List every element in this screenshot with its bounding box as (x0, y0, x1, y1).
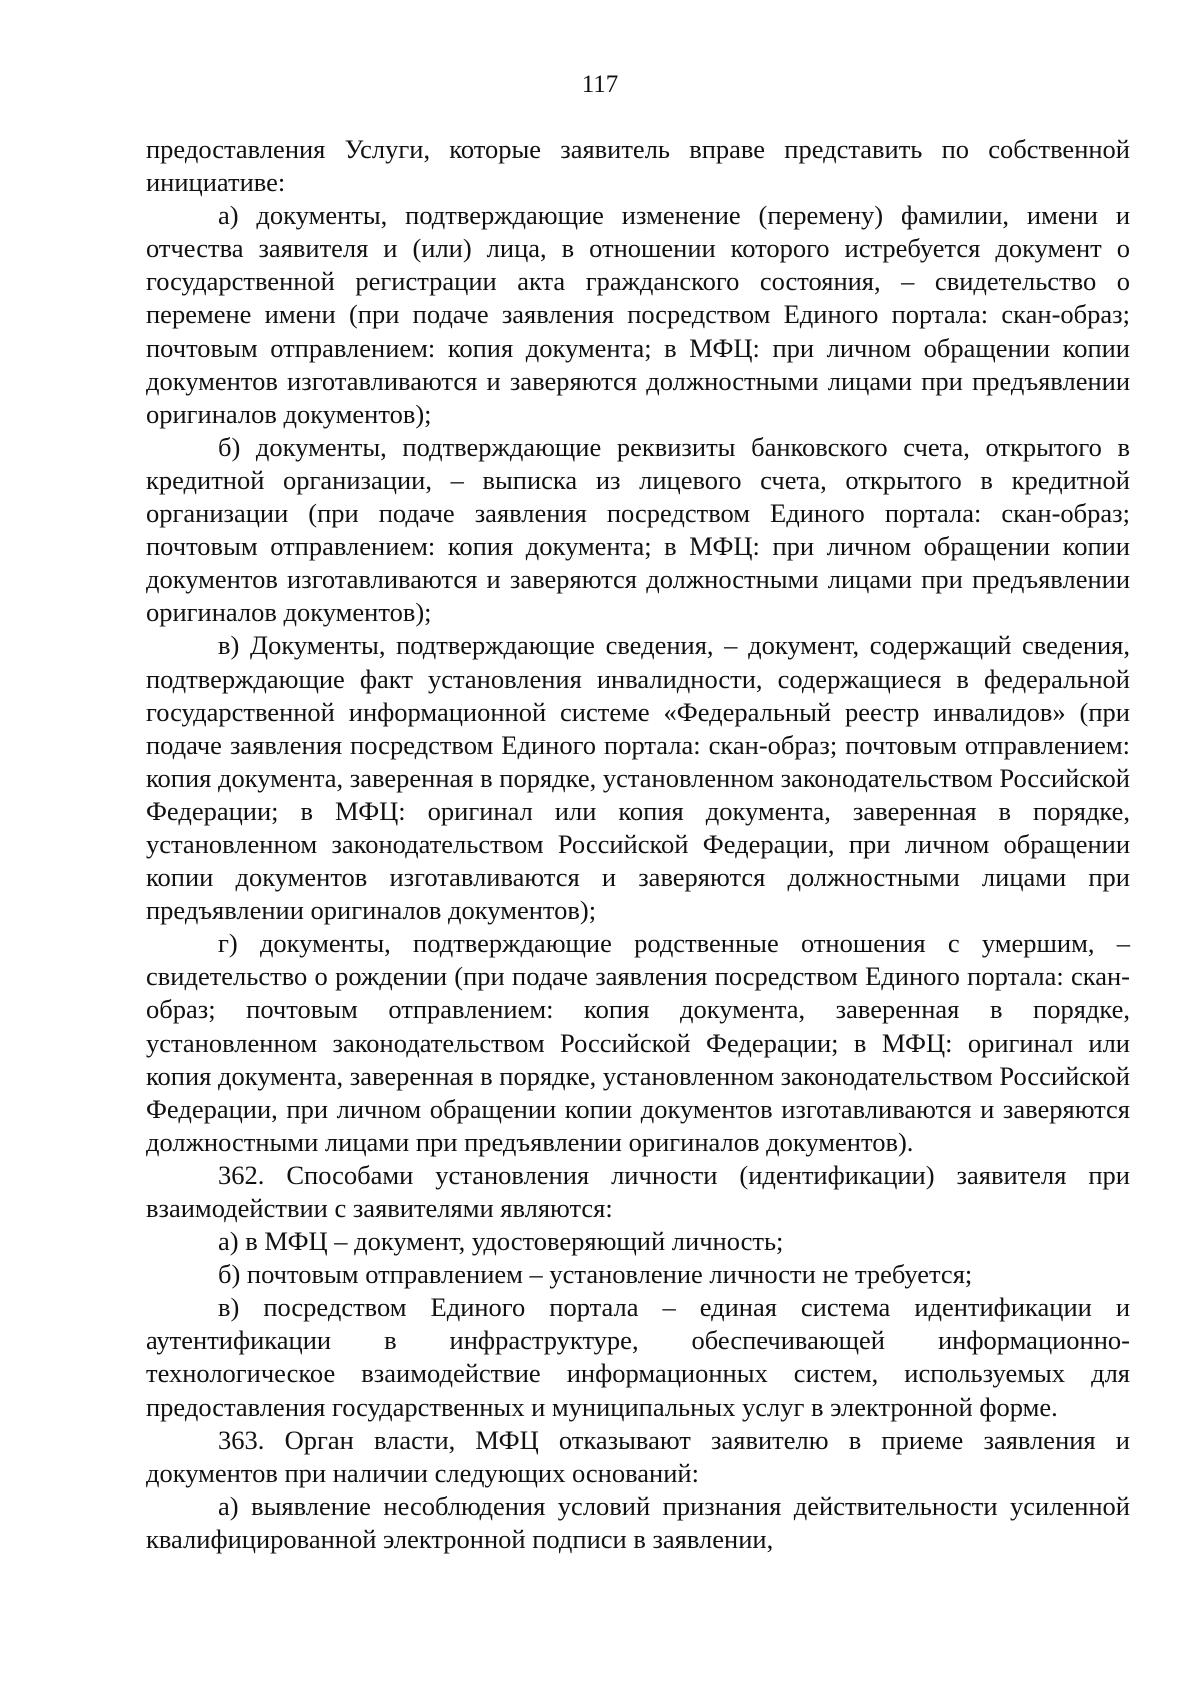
paragraph-item-b-bank-account: б) документы, подтверждающие реквизиты банковского счета, открытого в кредитной организации, – выписка из лицевого счета, открытого в кредитной организации (при подаче заявления посредством Единого портала: скан-образ; почтовым отправлением: копия документа; в МФЦ: при личном обращении копии документов изготавливаются и заверяются должностными лицами при предъявлении оригиналов документов); (146, 431, 1130, 628)
paragraph-362-a: а) в МФЦ – документ, удостоверяющий личность; (218, 1226, 784, 1257)
paragraph-item-a-name-change: а) документы, подтверждающие изменение (перемену) фамилии, имени и отчества заявителя и (или) лица, в отношении которого истребуется документ о государственной регистрации акта гражданского состояния, – свидетельство о перемене имени (при подаче заявления посредством Единого портала: скан-образ; почтовым отправлением: копия документа; в МФЦ: при личном обращении копии документов изготавливаются и заверяются должностными лицами при предъявлении оригиналов документов); (146, 200, 1130, 429)
paragraph-item-g-kinship: г) документы, подтверждающие родственные отношения с умершим, – свидетельство о рождении (при подаче заявления посредством Единого портала: скан-образ; почтовым отправлением: копия документа, заверенная в порядке, установленном законодательством Российской Федерации; в МФЦ: оригинал или копия документа, заверенная в порядке, установленном законодательством Российской Федерации, при личном обращении копии документов изготавливаются и заверяются должностными лицами при предъявлении оригиналов документов). (146, 928, 1130, 1157)
paragraph-section-362: 362. Способами установления личности (идентификации) заявителя при взаимодействии с заявителями являются: (146, 1159, 1130, 1223)
page-number: 117 (581, 71, 619, 98)
paragraph-item-v-disability: в) Документы, подтверждающие сведения, – документ, содержащий сведения, подтверждающие факт установления инвалидности, содержащиеся в федеральной государственной информационной системе «Федеральный реестр инвалидов» (при подаче заявления посредством Единого портала: скан-образ; почтовым отправлением: копия документа, заверенная в порядке, установленном законодательством Российской Федерации; в МФЦ: оригинал или копия документа, заверенная в порядке, установленном законодательством Российской Федерации, при личном обращении копии документов изготавливаются и заверяются должностными лицами при предъявлении оригиналов документов); (146, 630, 1130, 926)
document-body (146, 133, 1130, 1556)
paragraph-363-a: а) выявление несоблюдения условий признания действительности усиленной квалифицированной электронной подписи в заявлении, (146, 1490, 1130, 1554)
paragraph-continuation: предоставления Услуги, которые заявитель вправе представить по собственной инициативе: (146, 134, 1130, 198)
paragraph-362-v: в) посредством Единого портала – единая система идентификации и аутентификации в инфраструктуре, обеспечивающей информационно-технологическое взаимодействие информационных систем, используемых для предоставления государственных и муниципальных услуг в электронной форме. (146, 1292, 1130, 1422)
paragraph-362-b: б) почтовым отправлением – установление личности не требуется; (218, 1259, 973, 1290)
paragraph-section-363: 363. Орган власти, МФЦ отказывают заявителю в приеме заявления и документов при наличии следующих оснований: (146, 1424, 1130, 1488)
